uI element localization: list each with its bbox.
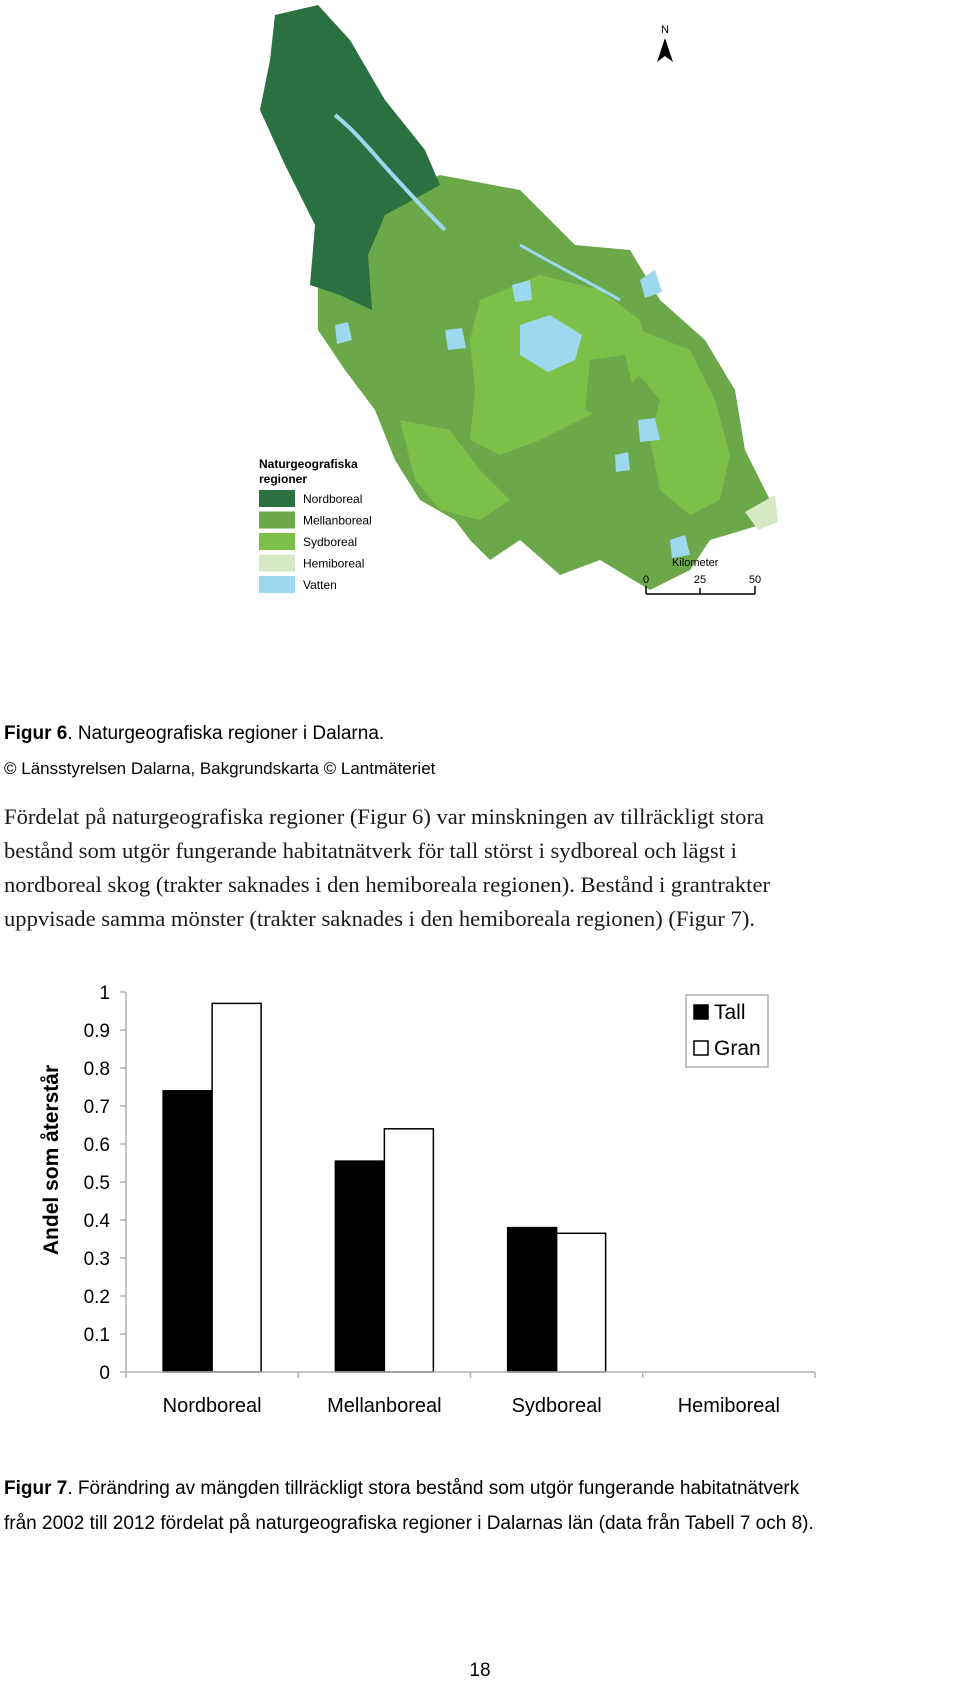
y-tick-label: 0.7 [83, 1097, 110, 1118]
y-tick-label: 0.1 [83, 1325, 110, 1346]
map-water-lake [615, 452, 630, 472]
bar-tall-nordboreal [163, 1091, 212, 1372]
x-tick-label: Hemiboreal [677, 1395, 781, 1417]
y-tick-label: 0.5 [83, 1173, 110, 1194]
north-arrow-icon [657, 38, 673, 62]
figure7-caption-line1 [4, 1477, 799, 1501]
body-line: uppvisade samma mönster (trakter saknades i den hemiboreala regionen) (Figur 7). [4, 906, 755, 931]
y-axis-label: Andel som återstår [40, 1064, 63, 1256]
map-legend-label: Sydboreal [303, 535, 358, 549]
x-tick-label: Nordboreal [162, 1395, 262, 1417]
bar-group [163, 1003, 606, 1372]
y-tick-label: 1 [99, 983, 110, 1004]
scale-tick-label: 50 [748, 574, 762, 586]
figure7-caption-line2: från 2002 till 2012 fördelat på naturgeografiska regioner i Dalarnas län (data från Tabell 7 och 8). [4, 1513, 814, 1534]
x-axis [126, 1372, 815, 1417]
chart-legend [686, 995, 768, 1067]
figure6-credit: © Länsstyrelsen Dalarna, Bakgrundskarta © Lantmäteriet [4, 759, 436, 778]
scale-tick-label: 0 [642, 574, 650, 586]
map-legend-swatch [259, 576, 295, 593]
map-legend-swatch [259, 512, 295, 529]
body-line: bestånd som utgör fungerande habitatnätverk för tall störst i sydboreal och lägst i [4, 838, 737, 863]
bar-gran-sydboreal [557, 1233, 606, 1372]
figure6-caption [4, 722, 384, 746]
map-legend-swatch [259, 533, 295, 550]
figure6-text: . Naturgeografiska regioner i Dalarna. [67, 723, 385, 744]
y-tick-label: 0.4 [83, 1211, 110, 1232]
map-legend-swatch [259, 555, 295, 572]
y-tick-label: 0.8 [83, 1059, 110, 1080]
body-paragraph [4, 800, 960, 936]
y-tick-label: 0.2 [83, 1287, 110, 1308]
body-line: nordboreal skog (trakter saknades i den hemiboreala regionen). Bestånd i grantrakter [4, 872, 771, 897]
figure6-label: Figur 6 [4, 723, 68, 744]
bar-tall-mellanboreal [335, 1161, 384, 1372]
map-legend-label: Nordboreal [303, 492, 363, 506]
y-tick-label: 0.9 [83, 1021, 110, 1042]
y-tick-label: 0 [99, 1363, 110, 1384]
north-label: N [661, 24, 669, 36]
map-legend-swatch [259, 490, 295, 507]
legend-swatch [694, 1041, 708, 1055]
figure7-label: Figur 7 [4, 1478, 68, 1499]
map-legend [259, 490, 372, 593]
region-map [0, 0, 960, 640]
y-tick-label: 0.6 [83, 1135, 110, 1156]
map-legend-label: Hemiboreal [303, 556, 365, 571]
bar-gran-nordboreal [212, 1003, 261, 1372]
legend-label: Gran [714, 1037, 761, 1060]
figure7-text: . Förändring av mängden tillräckligt stora bestånd som utgör fungerande habitatnätverk [67, 1478, 800, 1499]
scale-title: Kilometer [672, 557, 719, 569]
x-tick-label: Mellanboreal [327, 1395, 442, 1417]
map-legend-title: Naturgeografiska [259, 457, 358, 471]
y-axis [84, 983, 126, 1384]
bar-tall-sydboreal [508, 1228, 557, 1372]
legend-label: Tall [714, 1001, 746, 1024]
legend-swatch [694, 1005, 708, 1019]
y-tick-label: 0.3 [83, 1249, 110, 1270]
bar-chart [0, 975, 960, 1435]
x-tick-label: Sydboreal [511, 1395, 602, 1417]
body-line: Fördelat på naturgeografiska regioner (Figur 6) var minskningen av tillräckligt stora [4, 804, 765, 829]
map-legend-title: regioner [259, 472, 308, 486]
map-legend-label: Vatten [303, 578, 337, 592]
page-number: 18 [469, 1660, 491, 1681]
map-legend-label: Mellanboreal [303, 513, 372, 528]
bar-gran-mellanboreal [384, 1129, 433, 1372]
scale-tick-label: 25 [693, 574, 707, 586]
